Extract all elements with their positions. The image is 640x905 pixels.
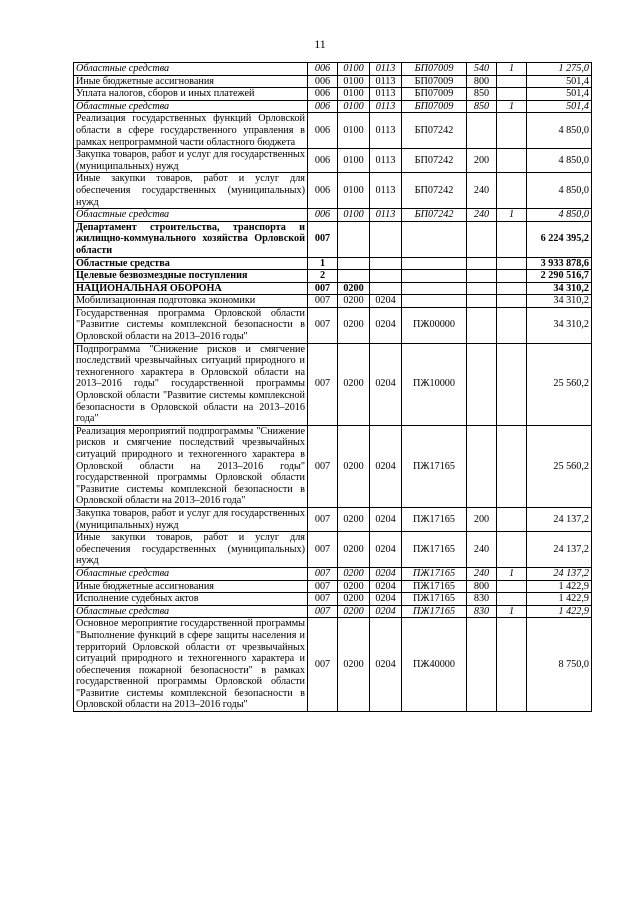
row-source-cell <box>497 270 527 283</box>
row-ved-cell: 006 <box>308 75 338 88</box>
row-vr-cell: 200 <box>467 149 497 173</box>
row-pr-cell: 0204 <box>370 507 402 531</box>
row-source-cell: 1 <box>497 63 527 76</box>
row-rz-cell: 0200 <box>338 532 370 568</box>
row-ved-cell: 007 <box>308 605 338 618</box>
row-name-cell: Областные средства <box>74 100 308 113</box>
row-csr-cell: ПЖ17165 <box>402 580 467 593</box>
row-csr-cell: БП07242 <box>402 209 467 222</box>
row-rz-cell: 0100 <box>338 113 370 149</box>
row-csr-cell <box>402 295 467 308</box>
row-pr-cell: 0204 <box>370 532 402 568</box>
row-pr-cell: 0113 <box>370 113 402 149</box>
row-name-cell: Подпрограмма "Снижение рисков и смягчение последствий чрезвычайных ситуаций природного и техногенного характера в Орловской области на 2013–2016 годы" государственной программы Орловской области "Развитие системы комплексной безопасности в Орловской области на 2013–2016 года" <box>74 343 308 425</box>
row-vr-cell: 200 <box>467 507 497 531</box>
row-pr-cell: 0204 <box>370 605 402 618</box>
row-sum-cell: 34 310,2 <box>527 295 592 308</box>
row-pr-cell <box>370 221 402 257</box>
row-vr-cell <box>467 282 497 295</box>
row-source-cell <box>497 343 527 425</box>
row-pr-cell: 0204 <box>370 425 402 507</box>
row-sum-cell: 501,4 <box>527 100 592 113</box>
row-csr-cell: БП07009 <box>402 63 467 76</box>
row-csr-cell: ПЖ10000 <box>402 343 467 425</box>
row-sum-cell: 4 850,0 <box>527 173 592 209</box>
row-pr-cell <box>370 257 402 270</box>
table-row <box>74 209 592 222</box>
table-row <box>74 113 592 149</box>
row-sum-cell: 1 422,9 <box>527 605 592 618</box>
row-name-cell: Государственная программа Орловской области "Развитие системы комплексной безопасности в Орловской области на 2013–2016 годы" <box>74 307 308 343</box>
budget-table <box>73 62 592 712</box>
row-rz-cell: 0200 <box>338 567 370 580</box>
row-source-cell: 1 <box>497 100 527 113</box>
row-ved-cell: 007 <box>308 532 338 568</box>
row-csr-cell: ПЖ17165 <box>402 532 467 568</box>
row-rz-cell: 0200 <box>338 605 370 618</box>
row-name-cell: Целевые безвозмездные поступления <box>74 270 308 283</box>
row-pr-cell: 0204 <box>370 580 402 593</box>
row-csr-cell <box>402 221 467 257</box>
row-csr-cell: ПЖ17165 <box>402 605 467 618</box>
row-rz-cell: 0200 <box>338 307 370 343</box>
row-ved-cell: 006 <box>308 113 338 149</box>
row-source-cell <box>497 282 527 295</box>
row-ved-cell: 006 <box>308 149 338 173</box>
row-rz-cell: 0200 <box>338 282 370 295</box>
table-row <box>74 173 592 209</box>
row-rz-cell <box>338 221 370 257</box>
table-row <box>74 343 592 425</box>
table-row <box>74 567 592 580</box>
row-pr-cell: 0113 <box>370 209 402 222</box>
row-ved-cell: 006 <box>308 100 338 113</box>
row-rz-cell: 0200 <box>338 507 370 531</box>
row-ved-cell: 006 <box>308 88 338 101</box>
table-row <box>74 295 592 308</box>
row-csr-cell: БП07242 <box>402 149 467 173</box>
row-source-cell <box>497 532 527 568</box>
row-name-cell: Закупка товаров, работ и услуг для государственных (муниципальных) нужд <box>74 507 308 531</box>
row-vr-cell: 240 <box>467 173 497 209</box>
row-csr-cell <box>402 270 467 283</box>
row-rz-cell: 0200 <box>338 425 370 507</box>
row-name-cell: Иные бюджетные ассигнования <box>74 580 308 593</box>
row-ved-cell: 006 <box>308 173 338 209</box>
row-ved-cell: 2 <box>308 270 338 283</box>
row-vr-cell <box>467 618 497 712</box>
row-ved-cell: 007 <box>308 507 338 531</box>
row-source-cell: 1 <box>497 567 527 580</box>
table-row <box>74 63 592 76</box>
row-sum-cell: 24 137,2 <box>527 567 592 580</box>
row-ved-cell: 007 <box>308 593 338 606</box>
row-sum-cell: 1 422,9 <box>527 593 592 606</box>
row-rz-cell: 0200 <box>338 343 370 425</box>
row-rz-cell: 0100 <box>338 75 370 88</box>
row-sum-cell: 4 850,0 <box>527 149 592 173</box>
row-name-cell: Областные средства <box>74 605 308 618</box>
table-row <box>74 257 592 270</box>
row-vr-cell: 240 <box>467 209 497 222</box>
row-pr-cell: 0204 <box>370 343 402 425</box>
row-pr-cell <box>370 270 402 283</box>
row-name-cell: Уплата налогов, сборов и иных платежей <box>74 88 308 101</box>
row-sum-cell: 25 560,2 <box>527 425 592 507</box>
row-sum-cell: 501,4 <box>527 88 592 101</box>
row-source-cell <box>497 307 527 343</box>
row-vr-cell <box>467 221 497 257</box>
row-source-cell: 1 <box>497 605 527 618</box>
budget-table-body <box>74 63 592 712</box>
row-source-cell: 1 <box>497 209 527 222</box>
row-name-cell: Закупка товаров, работ и услуг для государственных (муниципальных) нужд <box>74 149 308 173</box>
row-sum-cell: 4 850,0 <box>527 113 592 149</box>
table-row <box>74 425 592 507</box>
row-name-cell: Областные средства <box>74 63 308 76</box>
row-sum-cell: 1 422,9 <box>527 580 592 593</box>
table-row <box>74 221 592 257</box>
row-rz-cell: 0200 <box>338 295 370 308</box>
row-sum-cell: 25 560,2 <box>527 343 592 425</box>
row-vr-cell: 850 <box>467 100 497 113</box>
row-vr-cell <box>467 343 497 425</box>
row-pr-cell: 0204 <box>370 307 402 343</box>
row-name-cell: Областные средства <box>74 209 308 222</box>
row-source-cell <box>497 425 527 507</box>
row-source-cell <box>497 618 527 712</box>
row-rz-cell <box>338 270 370 283</box>
row-ved-cell: 007 <box>308 307 338 343</box>
row-rz-cell: 0100 <box>338 209 370 222</box>
table-row <box>74 88 592 101</box>
row-ved-cell: 007 <box>308 567 338 580</box>
row-vr-cell: 240 <box>467 567 497 580</box>
row-sum-cell: 501,4 <box>527 75 592 88</box>
row-pr-cell <box>370 282 402 295</box>
row-sum-cell: 4 850,0 <box>527 209 592 222</box>
table-row <box>74 580 592 593</box>
row-ved-cell: 007 <box>308 580 338 593</box>
table-row <box>74 618 592 712</box>
table-row <box>74 593 592 606</box>
table-row <box>74 100 592 113</box>
table-row <box>74 605 592 618</box>
row-name-cell: Иные закупки товаров, работ и услуг для обеспечения государственных (муниципальных) нужд <box>74 173 308 209</box>
row-source-cell <box>497 75 527 88</box>
row-name-cell: Департамент строительства, транспорта и жилищно-коммунального хозяйства Орловской области <box>74 221 308 257</box>
row-rz-cell: 0100 <box>338 173 370 209</box>
table-row <box>74 75 592 88</box>
row-name-cell: Исполнение судебных актов <box>74 593 308 606</box>
row-pr-cell: 0113 <box>370 173 402 209</box>
row-vr-cell <box>467 113 497 149</box>
row-csr-cell <box>402 257 467 270</box>
row-rz-cell: 0100 <box>338 149 370 173</box>
row-ved-cell: 007 <box>308 221 338 257</box>
table-row <box>74 149 592 173</box>
row-pr-cell: 0204 <box>370 593 402 606</box>
row-vr-cell <box>467 257 497 270</box>
row-pr-cell: 0204 <box>370 567 402 580</box>
row-source-cell <box>497 149 527 173</box>
row-csr-cell: ПЖ40000 <box>402 618 467 712</box>
row-pr-cell: 0204 <box>370 295 402 308</box>
row-pr-cell: 0113 <box>370 149 402 173</box>
row-name-cell: Основное мероприятие государственной программы "Выполнение функций в сфере защиты населения и территорий Орловской области от чрезвычайных ситуаций природного и техногенного характера и обеспечения пожарной безопасности" в рамках государственной программы Орловской области "Развитие системы комплексной безопасности в Орловской области на 2013–2016 годы" <box>74 618 308 712</box>
row-source-cell <box>497 88 527 101</box>
row-name-cell: Областные средства <box>74 257 308 270</box>
row-csr-cell: БП07009 <box>402 75 467 88</box>
row-sum-cell: 24 137,2 <box>527 532 592 568</box>
row-csr-cell: ПЖ17165 <box>402 425 467 507</box>
table-row <box>74 270 592 283</box>
row-rz-cell <box>338 257 370 270</box>
row-ved-cell: 007 <box>308 618 338 712</box>
table-row <box>74 282 592 295</box>
row-name-cell: НАЦИОНАЛЬНАЯ ОБОРОНА <box>74 282 308 295</box>
row-sum-cell: 24 137,2 <box>527 507 592 531</box>
row-csr-cell: БП07009 <box>402 88 467 101</box>
row-rz-cell: 0100 <box>338 100 370 113</box>
row-sum-cell: 2 290 516,7 <box>527 270 592 283</box>
row-ved-cell: 007 <box>308 343 338 425</box>
row-name-cell: Реализация мероприятий подпрограммы "Снижение рисков и смягчение последствий чрезвычайных ситуаций природного и техногенного характера в Орловской области на 2013–2016 годы" государственной программы Орловской области "Развитие системы комплексной безопасности в Орловской области на 2013–2016 года" <box>74 425 308 507</box>
row-vr-cell: 830 <box>467 593 497 606</box>
row-vr-cell: 240 <box>467 532 497 568</box>
table-row <box>74 307 592 343</box>
row-pr-cell: 0204 <box>370 618 402 712</box>
row-source-cell <box>497 295 527 308</box>
row-ved-cell: 006 <box>308 63 338 76</box>
row-ved-cell: 1 <box>308 257 338 270</box>
row-rz-cell: 0200 <box>338 580 370 593</box>
row-name-cell: Реализация государственных функций Орловской области в сфере государственного управления в рамках непрограммной части областного бюджета <box>74 113 308 149</box>
row-ved-cell: 007 <box>308 295 338 308</box>
row-sum-cell: 6 224 395,2 <box>527 221 592 257</box>
row-csr-cell: БП07242 <box>402 173 467 209</box>
row-csr-cell: ПЖ17165 <box>402 567 467 580</box>
row-vr-cell: 850 <box>467 88 497 101</box>
row-sum-cell: 1 275,0 <box>527 63 592 76</box>
row-vr-cell <box>467 270 497 283</box>
row-ved-cell: 006 <box>308 209 338 222</box>
row-rz-cell: 0200 <box>338 593 370 606</box>
row-ved-cell: 007 <box>308 425 338 507</box>
row-source-cell <box>497 257 527 270</box>
table-row <box>74 532 592 568</box>
row-rz-cell: 0100 <box>338 88 370 101</box>
row-source-cell <box>497 173 527 209</box>
row-name-cell: Иные закупки товаров, работ и услуг для обеспечения государственных (муниципальных) нужд <box>74 532 308 568</box>
row-csr-cell: ПЖ17165 <box>402 507 467 531</box>
row-source-cell <box>497 507 527 531</box>
row-sum-cell: 8 750,0 <box>527 618 592 712</box>
row-ved-cell: 007 <box>308 282 338 295</box>
row-vr-cell: 800 <box>467 75 497 88</box>
row-pr-cell: 0113 <box>370 88 402 101</box>
row-sum-cell: 3 933 878,6 <box>527 257 592 270</box>
row-source-cell <box>497 113 527 149</box>
row-vr-cell <box>467 425 497 507</box>
row-vr-cell <box>467 295 497 308</box>
row-name-cell: Иные бюджетные ассигнования <box>74 75 308 88</box>
row-vr-cell: 800 <box>467 580 497 593</box>
row-vr-cell: 540 <box>467 63 497 76</box>
row-pr-cell: 0113 <box>370 63 402 76</box>
row-name-cell: Мобилизационная подготовка экономики <box>74 295 308 308</box>
row-source-cell <box>497 221 527 257</box>
row-pr-cell: 0113 <box>370 100 402 113</box>
row-vr-cell: 830 <box>467 605 497 618</box>
row-vr-cell <box>467 307 497 343</box>
row-name-cell: Областные средства <box>74 567 308 580</box>
row-csr-cell: БП07242 <box>402 113 467 149</box>
row-source-cell <box>497 580 527 593</box>
row-source-cell <box>497 593 527 606</box>
row-csr-cell: БП07009 <box>402 100 467 113</box>
row-rz-cell: 0100 <box>338 63 370 76</box>
row-rz-cell: 0200 <box>338 618 370 712</box>
row-csr-cell: ПЖ17165 <box>402 593 467 606</box>
row-csr-cell <box>402 282 467 295</box>
row-sum-cell: 34 310,2 <box>527 282 592 295</box>
row-sum-cell: 34 310,2 <box>527 307 592 343</box>
page-number: 11 <box>314 37 326 51</box>
table-row <box>74 507 592 531</box>
row-pr-cell: 0113 <box>370 75 402 88</box>
row-csr-cell: ПЖ00000 <box>402 307 467 343</box>
